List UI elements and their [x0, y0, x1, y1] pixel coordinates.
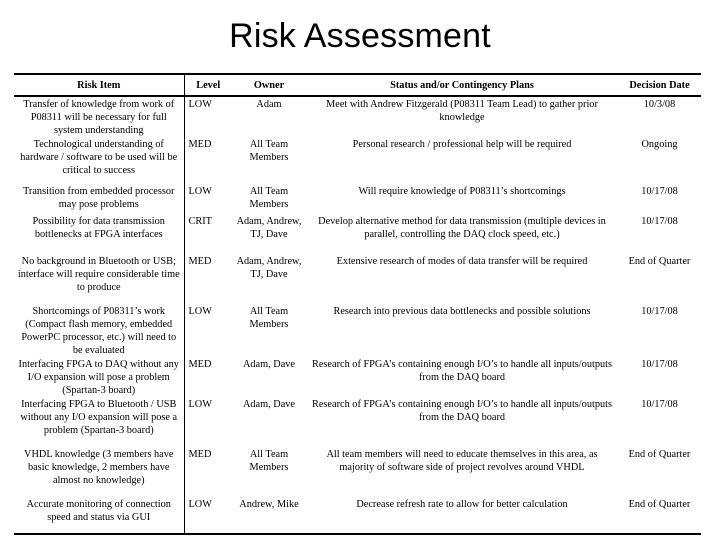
- plans-cell: Decrease refresh rate to allow for better calculation: [306, 497, 618, 534]
- risk-item-cell: No background in Bluetooth or USB; interface will require considerable time to produce: [14, 254, 184, 304]
- owner-cell: All Team Members: [249, 186, 289, 210]
- date-cell: 10/17/08: [641, 306, 678, 317]
- date-cell: 10/17/08: [641, 186, 678, 197]
- page-title: Risk Assessment: [229, 17, 491, 55]
- plans-cell: Research into previous data bottlenecks and possible solutions: [333, 306, 591, 317]
- owner-cell: Adam, Andrew, TJ, Dave: [236, 256, 302, 280]
- table-row: [14, 447, 701, 497]
- date-cell: 10/3/08: [643, 99, 676, 110]
- table-row: [14, 137, 701, 184]
- table-row: [14, 254, 701, 304]
- owner-cell: Andrew, Mike: [232, 497, 306, 534]
- risk-item-cell: Accurate monitoring of connection speed and status via GUI: [14, 497, 184, 534]
- header-level: Level: [184, 74, 232, 96]
- level-cell: MED: [188, 256, 212, 267]
- risk-item-cell: Interfacing FPGA to Bluetooth / USB without any I/O expansion will pose a problem (Spartan-3 board): [14, 397, 184, 447]
- header-decision-date: Decision Date: [618, 74, 701, 96]
- plans-cell: Meet with Andrew Fitzgerald (P08311 Team Lead) to gather prior knowledge: [326, 99, 598, 123]
- owner-cell: All Team Members: [249, 139, 289, 163]
- date-cell: End of Quarter: [618, 497, 701, 534]
- level-cell: LOW: [188, 186, 212, 197]
- risk-item-cell: Technological understanding of hardware / software to be used will be critical to success: [14, 137, 184, 184]
- plans-cell: Will require knowledge of P08311’s shortcomings: [358, 186, 566, 197]
- risk-item-cell: Interfacing FPGA to DAQ without any I/O expansion will pose a problem (Spartan-3 board): [14, 357, 184, 397]
- date-cell: 10/17/08: [641, 216, 678, 227]
- level-cell: CRIT: [188, 216, 212, 227]
- date-cell: End of Quarter: [628, 449, 691, 460]
- plans-cell: All team members will need to educate themselves in this area, as majority of software side of project revolves around VHDL: [326, 449, 598, 473]
- plans-cell: Research of FPGA’s containing enough I/O’s to handle all inputs/outputs from the DAQ board: [311, 359, 612, 383]
- owner-cell: Adam, Andrew, TJ, Dave: [236, 216, 302, 240]
- owner-cell: All Team Members: [249, 449, 289, 473]
- level-cell: LOW: [188, 399, 212, 410]
- risk-item-cell: VHDL knowledge (3 members have basic knowledge, 2 members have almost no knowledge): [14, 447, 184, 497]
- table-row: [14, 357, 701, 397]
- level-cell: LOW: [188, 99, 212, 110]
- table-row: [14, 96, 701, 137]
- level-cell: MED: [188, 139, 212, 150]
- header-status-plans: Status and/or Contingency Plans: [306, 74, 618, 96]
- risk-table: [14, 73, 701, 535]
- plans-cell: Develop alternative method for data transmission (multiple devices in parallel, controlling the DAQ clock speed, etc.): [318, 216, 606, 240]
- plans-cell: Research of FPGA’s containing enough I/O’s to handle all inputs/outputs from the DAQ board: [311, 399, 612, 423]
- date-cell: End of Quarter: [628, 256, 691, 267]
- level-cell: MED: [188, 359, 212, 370]
- risk-item-cell: Transfer of knowledge from work of P08311 will be necessary for full system understanding: [14, 96, 184, 137]
- owner-cell: All Team Members: [249, 306, 289, 330]
- risk-item-cell: Transition from embedded processor may pose problems: [14, 184, 184, 214]
- table-row: [14, 304, 701, 357]
- table-row: [14, 497, 701, 534]
- header-owner: Owner: [232, 74, 306, 96]
- owner-cell: Adam, Dave: [242, 399, 296, 410]
- table-row: [14, 214, 701, 254]
- date-cell: Ongoing: [641, 139, 678, 150]
- date-cell: 10/17/08: [641, 359, 678, 370]
- risk-item-cell: Possibility for data transmission bottlenecks at FPGA interfaces: [14, 214, 184, 254]
- level-cell: LOW: [188, 306, 212, 317]
- plans-cell: Extensive research of modes of data transfer will be required: [336, 256, 588, 267]
- table-row: [14, 397, 701, 447]
- date-cell: 10/17/08: [641, 399, 678, 410]
- owner-cell: Adam, Dave: [242, 359, 296, 370]
- header-risk-item: Risk Item: [14, 74, 184, 96]
- table-header-row: [14, 74, 701, 96]
- table-row: [14, 184, 701, 214]
- plans-cell: Personal research / professional help will be required: [352, 139, 572, 150]
- owner-cell: Adam: [256, 99, 282, 110]
- level-cell: MED: [188, 449, 212, 460]
- level-cell: LOW: [184, 497, 232, 534]
- risk-item-cell: Shortcomings of P08311’s work (Compact flash memory, embedded PowerPC processor, etc.) will need to be evaluated: [14, 304, 184, 357]
